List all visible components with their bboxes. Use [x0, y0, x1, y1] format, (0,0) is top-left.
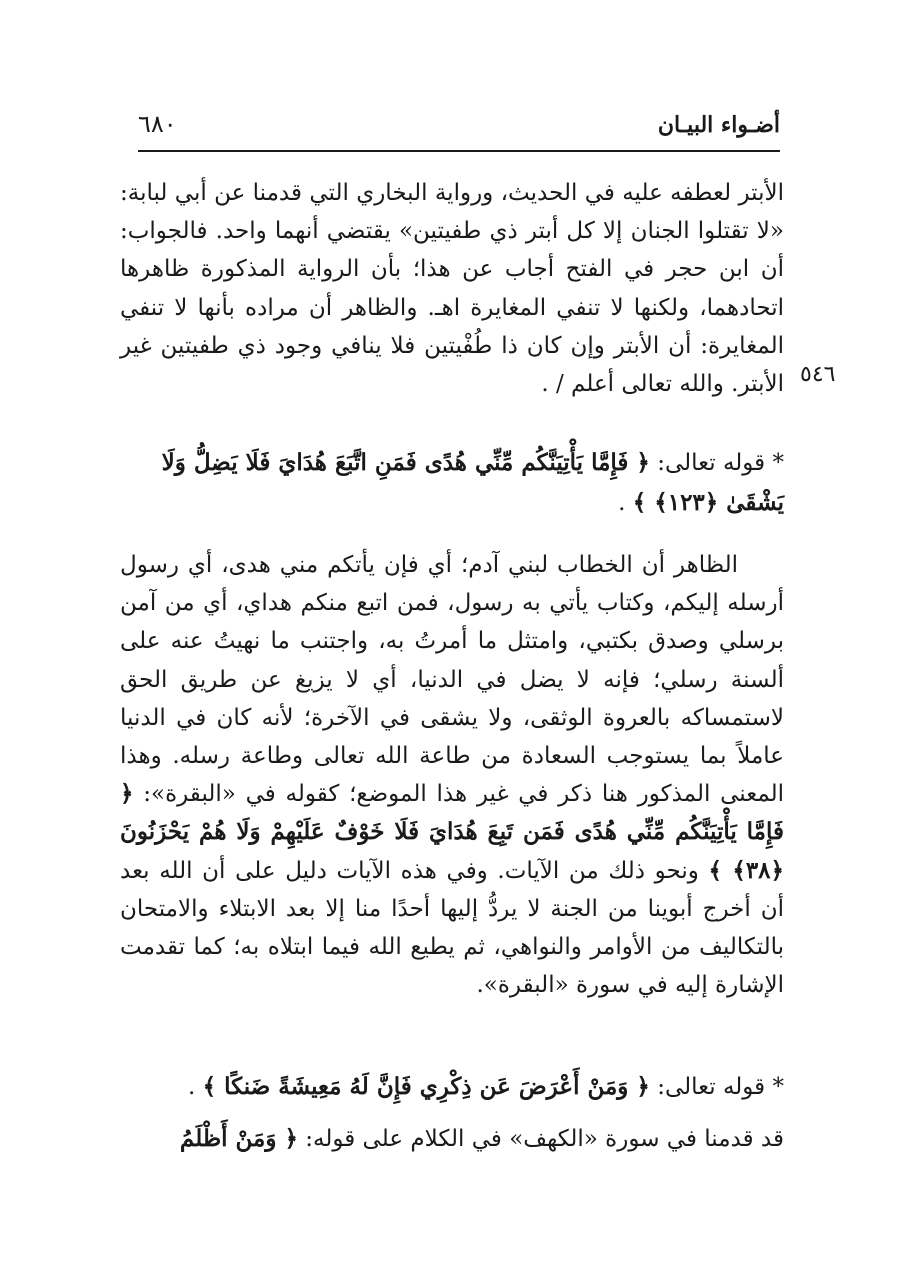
paragraph-3 [120, 1120, 784, 1158]
paragraph-2-part2: ونحو ذلك من الآيات. وفي هذه الآيات دليل على أن الله بعد أن أخرج أبوينا من الجنة لا يردُّ إليها أحدًا منا إلا بعد الابتلاء والامتحان بالتكاليف من الأوامر والنواهي، ثم يطيع الله فيما ابتلاه به؛ كما تقدمت الإشارة إليه في سورة «البقرة». [120, 857, 784, 999]
verse-heading-1-intro: * قوله تعالى: [657, 450, 784, 476]
quran-verse-3: ﴿ وَمَنْ أَظْلَمُ [179, 1125, 298, 1152]
quran-verse-baqara: ﴿ فَإِمَّا يَأْتِيَنَّكُم مِّنِّي هُدًى فَمَن تَبِعَ هُدَايَ فَلَا خَوْفٌ عَلَيْهِمْ وَلَا هُمْ يَحْزَنُونَ ﴿٣٨﴾ ﴾ [120, 780, 785, 884]
verse-heading-2 [120, 1067, 784, 1107]
quran-verse-1: ﴿ فَإِمَّا يَأْتِيَنَّكُم مِّنِّي هُدًى فَمَنِ اتَّبَعَ هُدَايَ فَلَا يَضِلُّ وَلَا يَشْقَىٰ ﴿١٢٣﴾ ﴾ [161, 449, 784, 516]
page-number: ٦٨٠ [138, 110, 177, 138]
verse-heading-1 [120, 443, 784, 523]
paragraph-2 [120, 546, 784, 1004]
verse-heading-1-end: . [618, 490, 626, 516]
paragraph-3-text: قد قدمنا في سورة «الكهف» في الكلام على قوله: [305, 1126, 784, 1152]
paragraph-1 [120, 174, 784, 403]
margin-page-reference: ٥٤٦ [800, 362, 836, 387]
page-header [138, 108, 780, 144]
verse-heading-2-intro: * قوله تعالى: [657, 1074, 784, 1100]
verse-heading-2-end: . [187, 1074, 196, 1100]
paragraph-2-part1: الظاهر أن الخطاب لبني آدم؛ أي فإن يأتكم مني هدى، أي رسول أرسله إليكم، وكتاب يأتي به رسول، فمن اتبع منكم هداي، أي من آمن برسلي وصدق بكتبي، وامتثل ما أمرتُ به، واجتنب ما نهيتُ عنه على ألسنة رسلي؛ فإنه لا يضل في الدنيا، أي لا يزيغ عن طريق الحق لاستمساكه بالعروة الوثقى، ولا يشقى في الآخرة؛ لأنه كان في الدنيا عاملاً بما يستوجب السعادة من طاعة الله تعالى وطاعة رسله. وهذا المعنى المذكور هنا ذكر في غير هذا الموضع؛ كقوله في «البقرة»: [120, 552, 785, 808]
quran-verse-2: ﴿ وَمَنْ أَعْرَضَ عَن ذِكْرِي فَإِنَّ لَهُ مَعِيشَةً ضَنكًا ﴾ [202, 1073, 650, 1100]
running-title: أضـواء البيـان [657, 112, 780, 138]
paragraph-1-text: الأبتر لعطفه عليه في الحديث، ورواية البخاري التي قدمنا عن أبي لبابة: «لا تقتلوا الجنان إلا كل أبتر ذي طفيتين» يقتضي أنهما واحد. فالجواب: أن ابن حجر في الفتح أجاب عن هذا؛ بأن الرواية المذكورة ظاهرها اتحادهما، ولكنها لا تنفي المغايرة اهـ. والظاهر أن مراده بأنها لا تنفي المغايرة: أن الأبتر وإن كان ذا طُفْيتين فلا ينافي وجود ذي طفيتين غير الأبتر. والله تعالى أعلم / . [120, 180, 784, 398]
header-rule [138, 150, 780, 152]
